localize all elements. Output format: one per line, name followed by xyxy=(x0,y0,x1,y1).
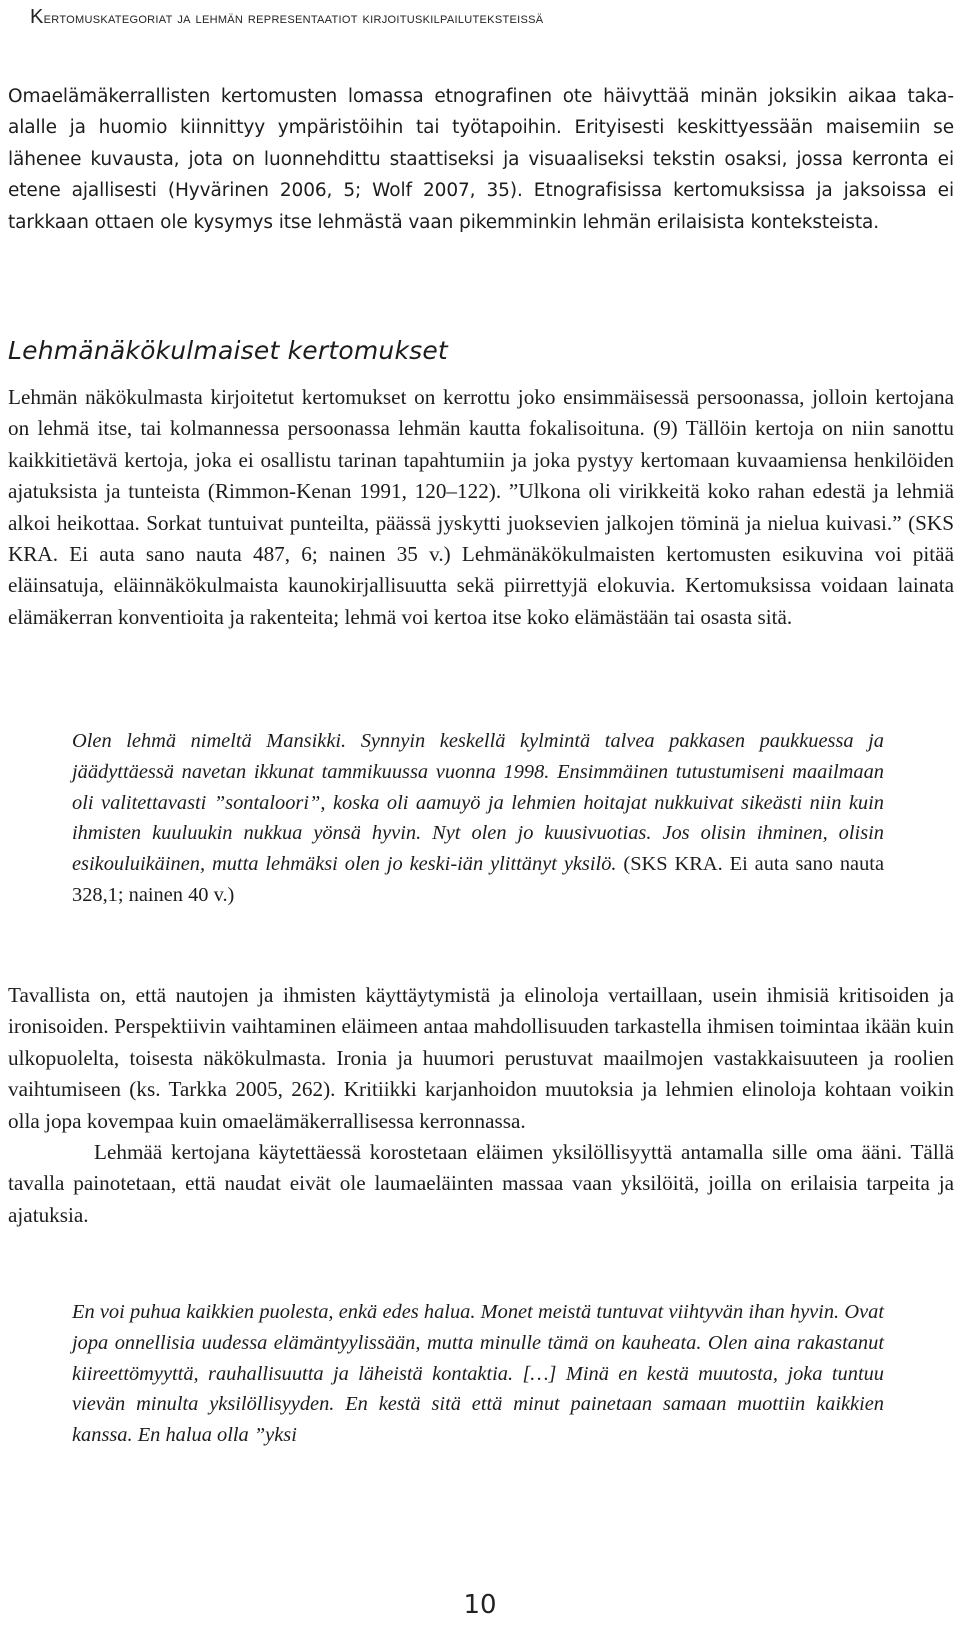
irony-paragraph: Tavallista on, että nautojen ja ihmisten käyttäytymistä ja elinoloja vertaillaan, usein ihmisiä kritisoiden ja ironisoiden. Perspektiivin vaihtaminen eläimeen antaa mahdollisuuden tarkastella ihmisen toimintaa ikään kuin ulkopuolelta, toisesta näkökulmasta. Ironia ja huumori perustuvat maailmojen vastakkaisuuteen ja roolien vaihtumiseen (ks. Tarkka 2005, 262). Kritiikki karjanhoidon muutoksia ja lehmien elinoloja kohtaan voikin olla jopa kovempaa kuin omaelämäkerrallisessa kerronnassa. xyxy=(8,983,954,1133)
intro-paragraph: Omaelämäkerrallisten kertomusten lomassa etnografinen ote häivyttää minän joksikin aikaa taka-alalle ja huomio kiinnittyy ympäristöihin tai työtapoihin. Erityisesti keskittyessään maisemiin se lähenee kuvausta, jota on luonnehdittu staattiseksi ja visuaaliseksi tekstin osaksi, jossa kerronta ei etene ajallisesti (Hyvärinen 2006, 5; Wolf 2007, 35). Etnografisissa kertomuksissa ja jaksoissa ei tarkkaan ottaen ole kysymys itse lehmästä vaan pikemminkin lehmän erilaisista konteksteista. xyxy=(8,86,954,233)
individuality-paragraph: Lehmää kertojana käytettäessä korostetaan eläimen yksilöllisyyttä antamalla sille oma ääni. Tällä tavalla painotetaan, että naudat eivät ole laumaeläinten massaa vaan yksilöitä, joilla on erilaisia tarpeita ja ajatuksia. xyxy=(8,1140,954,1227)
quote-mansikki-text: Olen lehmä nimeltä Mansikki. Synnyin keskellä kylmintä talvea pakkasen paukkuessa ja jäädyttäessä navetan ikkunat tammikuussa vuonna 1998. Ensimmäinen tutustumiseni maailmaan oli valitettavasti ”sontaloori”, koska oli aamuyö ja lehmien hoitajat nukkuivat sikeästi niin kuin ihmisten kuuluukin nukkua yönsä hyvin. Nyt olen jo kuusivuotias. Jos olisin ihminen, olisin esikouluikäinen, mutta lehmäksi olen jo keski-iän ylittänyt yksilö. xyxy=(72,730,884,876)
quote-mansikki-source: (SKS KRA. Ei auta sano nauta 328,1; nainen 40 v.) xyxy=(72,853,884,906)
block-quote-second xyxy=(72,1297,884,1451)
running-header-initial: K xyxy=(30,6,44,28)
page-number: 10 xyxy=(463,1590,497,1620)
perspective-paragraph: Lehmän näkökulmasta kirjoitetut kertomukset on kerrottu joko ensimmäisessä persoonassa, jolloin kertojana on lehmä itse, tai kolmannessa persoonassa lehmän kautta fokalisoituna. (9) Tällöin kertoja on niin sanottu kaikkitietävä kertoja, joka ei osallistu tarinan tapahtumiin ja joka pystyy kertomaan kuvaamiensa henkilöiden ajatuksista ja tunteista (Rimmon-Kenan 1991, 120–122). ”Ulkona oli virikkeitä koko rahan edestä ja lehmiä alkoi heikottaa. Sorkat tuntuivat punteilta, päässä jyskytti juoksevien jalkojen töminä ja nielua kuivasi.” (SKS KRA. Ei auta sano nauta 487, 6; nainen 35 v.) Lehmänäkökulmaisten kertomusten esikuvina voi pitää eläinsatuja, eläinnäkökulmaista kaunokirjallisuutta sekä piirrettyjä elokuvia. Kertomuksissa voidaan lainata elämäkerran konventioita ja rakenteita; lehmä voi kertoa itse koko elämästään tai osasta sitä. xyxy=(8,385,954,629)
running-header xyxy=(30,6,930,29)
block-quote-mansikki xyxy=(72,726,884,911)
irony-paragraphs xyxy=(8,980,954,1231)
quote-second-text: En voi puhua kaikkien puolesta, enkä edes halua. Monet meistä tuntuvat viihtyvän ihan hyvin. Ovat jopa onnellisia uudessa elämäntyylissään, mutta minulle tämä on kauheata. Olen aina rakastanut kiireettömyyttä, rauhallisuutta ja läheistä kontaktia. […] Minä en kestä muutosta, joka tuntuu vievän minulta yksilöllisyyden. En kestä sitä että minut painetaan samaan muottiin kaikkien kanssa. En halua olla ”yksi xyxy=(72,1301,884,1447)
running-header-title: ertomuskategoriat ja lehmän representaatiot kirjoituskilpailuteksteissä xyxy=(43,10,544,27)
section-heading: Lehmänäkökulmaiset kertomukset xyxy=(8,336,448,365)
